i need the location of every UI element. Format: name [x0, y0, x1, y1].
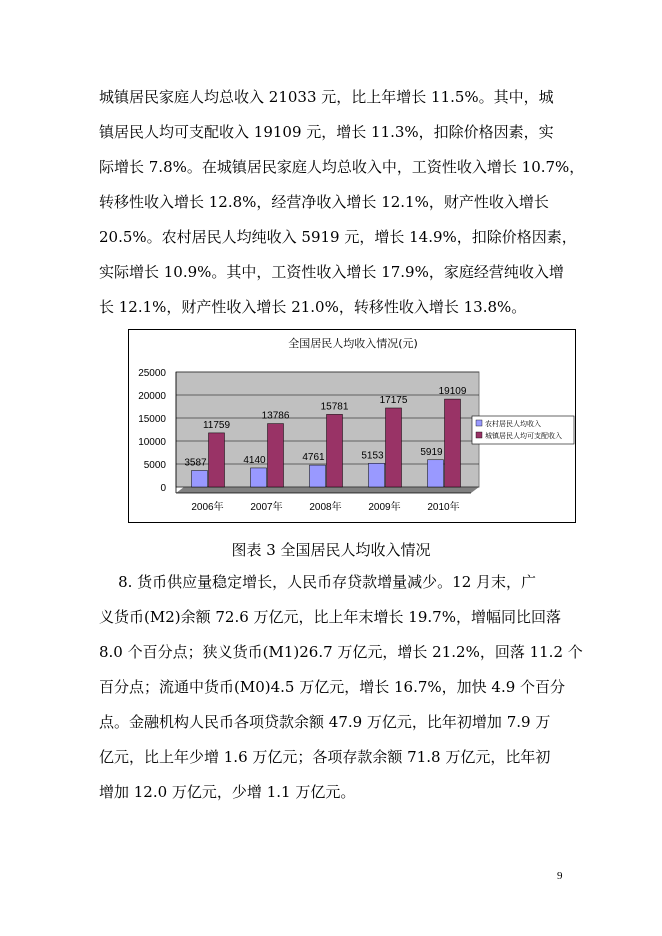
x-tick-label: 2010年 — [427, 502, 460, 513]
income-chart — [128, 329, 576, 523]
y-tick-label: 0 — [160, 483, 166, 494]
chart-caption: 图表 3 全国居民人均收入情况 — [231, 541, 431, 559]
data-label: 5153 — [361, 450, 384, 462]
text-line: 点。金融机构人民币各项贷款余额 47.9 万亿元，比年初增加 7.9 万 — [99, 713, 551, 731]
plot-floor — [176, 487, 479, 493]
y-tick-label: 20000 — [138, 391, 166, 402]
text-line: 际增长 7.8%。在城镇居民家庭人均总收入中，工资性收入增长 10.7%， — [99, 158, 585, 176]
text-line: 8.0 个百分点；狭义货币(M1)26.7 万亿元，增长 21.2%，回落 11.2 个 — [99, 643, 583, 661]
data-label: 11759 — [202, 419, 231, 431]
text-line: 亿元，比上年少增 1.6 万亿元；各项存款余额 71.8 万亿元，比年初 — [99, 748, 551, 766]
x-tick-label: 2008年 — [309, 502, 342, 513]
text-line: 长 12.1%，财产性收入增长 21.0%，转移性收入增长 13.8%。 — [99, 298, 527, 316]
text-line: 转移性收入增长 12.8%，经营净收入增长 12.1%，财产性收入增长 — [99, 193, 549, 211]
bar — [327, 414, 343, 487]
data-label: 15781 — [320, 401, 349, 413]
text-line: 8. 货币供应量稳定增长，人民币存贷款增量减少。12 月末，广 — [99, 573, 537, 591]
x-tick-label: 2009年 — [368, 502, 401, 513]
data-label: 13786 — [261, 410, 290, 422]
bar — [369, 463, 385, 487]
x-tick-label: 2007年 — [250, 502, 283, 513]
paragraph-income — [99, 80, 585, 325]
y-tick-label: 5000 — [143, 460, 166, 471]
bar — [209, 433, 225, 487]
data-label: 19109 — [438, 386, 467, 398]
data-label: 4761 — [302, 452, 325, 464]
legend-label: 农村居民人均收入 — [485, 420, 541, 428]
bar — [251, 468, 267, 487]
bar — [428, 460, 444, 487]
y-tick-label: 25000 — [138, 368, 166, 379]
text-line: 20.5%。农村居民人均纯收入 5919 元，增长 14.9%，扣除价格因素， — [99, 228, 577, 246]
data-label: 5919 — [420, 446, 443, 458]
y-tick-label: 15000 — [138, 414, 166, 425]
text-line: 实际增长 10.9%。其中，工资性收入增长 17.9%，家庭经营纯收入增 — [99, 263, 564, 281]
text-line: 城镇居民家庭人均总收入 21033 元，比上年增长 11.5%。其中，城 — [99, 88, 554, 106]
bar — [386, 408, 402, 487]
data-label: 17175 — [379, 394, 408, 406]
chart-svg — [129, 330, 577, 524]
text-line: 义货币(M2)余额 72.6 万亿元，比上年末增长 19.7%，增幅同比回落 — [99, 608, 561, 626]
text-line: 百分点；流通中货币(M0)4.5 万亿元，增长 16.7%，加快 4.9 个百分 — [99, 678, 566, 696]
chart-title: 全国居民人均收入情况(元) — [288, 337, 418, 350]
legend-swatch — [476, 432, 482, 438]
page-number: 9 — [557, 870, 563, 882]
bar — [310, 465, 326, 487]
paragraph-money-supply — [99, 565, 583, 810]
legend-swatch — [476, 420, 482, 426]
bar — [445, 399, 461, 487]
y-tick-label: 10000 — [138, 437, 166, 448]
text-line: 镇居民人均可支配收入 19109 元，增长 11.3%，扣除价格因素，实 — [99, 123, 554, 141]
legend-label: 城镇居民人均可支配收入 — [485, 432, 562, 440]
data-label: 4140 — [243, 454, 266, 466]
data-label: 3587 — [184, 457, 207, 469]
x-tick-label: 2006年 — [191, 502, 224, 513]
text-line: 增加 12.0 万亿元，少增 1.1 万亿元。 — [99, 783, 356, 801]
bar — [268, 424, 284, 487]
bar — [192, 470, 208, 487]
